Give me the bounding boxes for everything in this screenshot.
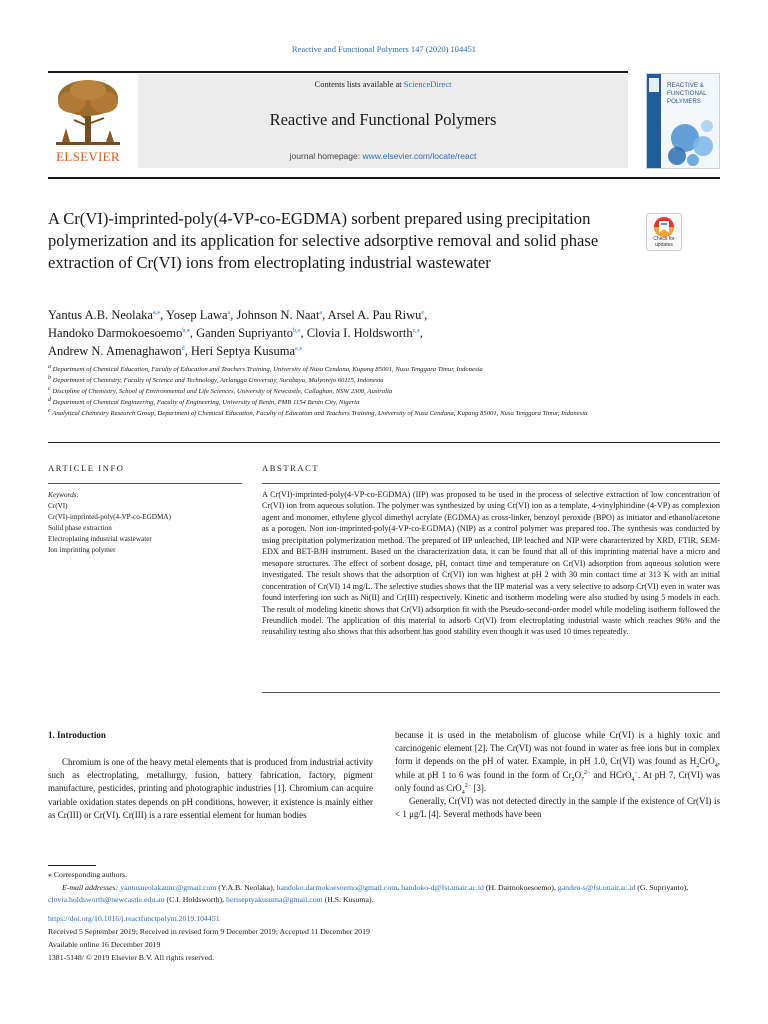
author-list <box>48 306 688 360</box>
received-dates: Received 5 September 2019; Received in revised form 9 December 2019; Accepted 11 December 2019 <box>48 927 370 936</box>
sciencedirect-link[interactable]: ScienceDirect <box>403 79 452 89</box>
email-owner: (H. Darmokoesoemo), <box>483 883 558 892</box>
journal-cover-thumbnail[interactable] <box>646 73 720 169</box>
email-owner: (Y.A.B. Neolaka), <box>216 883 277 892</box>
author-affiliation-mark[interactable]: a <box>227 309 231 316</box>
author-affiliation-mark[interactable]: a <box>319 309 323 316</box>
author-name[interactable]: Clovia I. Holdsworth <box>306 326 413 340</box>
keywords-block <box>48 490 248 556</box>
email-owner: (H.S. Kusuma). <box>322 895 374 904</box>
author-affiliation-mark[interactable]: e,⁎ <box>295 345 303 352</box>
homepage-link[interactable]: www.elsevier.com/locate/react <box>362 151 477 161</box>
email-owner: (G. Supriyanto), <box>635 883 689 892</box>
affiliation-item <box>48 386 688 397</box>
body-text: because it is used in the metabolism of glucose while Cr(VI) is a highly toxic and carcinogenic element [2]. The Cr(VI) was not found in water as free ions but in complex form it depends on the pH of water. Example, in pH 1.0, Cr(VI) was found as <box>395 730 720 767</box>
article-title: A Cr(VI)-imprinted-poly(4-VP-co-EGDMA) sorbent prepared using precipitation polymerization and its application for selective adsorptive removal and solid phase extraction of Cr(VI) ions from electroplating industrial wastewater <box>48 209 599 272</box>
available-online-date: Available online 16 December 2019 <box>48 940 161 949</box>
author-separator: , <box>160 308 166 322</box>
masthead-bottom-rule <box>48 177 720 179</box>
article-info-heading: ARTICLE INFO <box>48 463 125 473</box>
email-link[interactable]: ganden-s@fst.unair.ac.id <box>557 883 636 892</box>
email-link[interactable]: handoko.darmokoesoemo@gmail.com <box>276 883 398 892</box>
body-column-left <box>48 756 373 822</box>
author-name[interactable]: Arsel A. Pau Riwu <box>327 308 422 322</box>
author-name[interactable]: Yosep Lawa <box>165 308 228 322</box>
affiliation-text: Discipline of Chemistry, School of Environmental and Life Sciences, University of Newcastle, Callaghan, NSW 2308, Australia <box>52 388 393 396</box>
author-name[interactable]: Johnson N. Naat <box>236 308 320 322</box>
email-link[interactable]: handoko-d@fst.unair.ac.id <box>401 883 484 892</box>
journal-reference[interactable]: Reactive and Functional Polymers 147 (2020) 104451 <box>291 44 477 54</box>
email-link[interactable]: clovia.holdsworth@newcastle.edu.au <box>48 895 165 904</box>
author-affiliation-mark[interactable]: c,⁎ <box>412 327 420 334</box>
keyword-item: Ion imprinting polymer <box>48 546 116 554</box>
author-affiliation-mark[interactable]: a,⁎ <box>152 309 161 316</box>
homepage-prefix: journal homepage: <box>289 151 363 161</box>
footnote-rule <box>48 865 96 866</box>
body-paragraph: Chromium is one of the heavy metal elements that is produced from industrial activity such as electroplating, metallurgy, fusion, battery fabrication, factory, pigment manufacture, pesticides, printing and photographic industries [1]. Chromium can acquire variable oxidation states depends on pH conditions, however, it existence is mainly either as Cr(III) or Cr(VI). Cr(III) is a rare essential element for human bodies <box>48 757 373 820</box>
affiliation-key: a <box>48 363 51 370</box>
body-text: and <box>590 769 610 780</box>
cover-title-line: POLYMERS <box>667 98 701 105</box>
issn-copyright: 1381-5148/ © 2019 Elsevier B.V. All rights reserved. <box>48 953 215 962</box>
author-affiliation-mark[interactable]: e <box>421 309 425 316</box>
author-name[interactable]: Handoko Darmokoesoemo <box>48 326 183 340</box>
author-separator: , <box>424 308 428 322</box>
crossmark-label: Check for updates <box>653 236 675 248</box>
corresponding-author-note: ⁎ Corresponding authors. <box>48 870 128 879</box>
affiliation-text: Department of Chemical Education, Faculty of Education and Teachers Training, University of Nusa Cendana, Kupang 85001, Nusa Tenggara Timur, Indonesia <box>52 366 483 373</box>
homepage-line <box>138 151 628 161</box>
keyword-item: Electroplating industrial wastewater <box>48 535 152 543</box>
email-addresses <box>48 882 720 906</box>
body-paragraph: because it is used in the metabolism of glucose while Cr(VI) is a highly toxic and carcinogenic element [2]. The Cr(VI) was not found in water as free ions but in complex form it depends on the pH of water. Example, in pH 1.0, Cr(VI) was found as $H_2CrO_4$, while at pH 1 to 6 was found in the form of $Cr_2O_7^{2-}$ and HCrO$_4$−. At pH 7, Cr(VI) was only found as CrO$_4^{2-}$ [3]. <box>395 730 720 796</box>
affiliation-item <box>48 364 688 375</box>
emails-label: E-mail addresses: <box>62 883 119 892</box>
contents-line <box>138 79 628 89</box>
email-owner: , <box>397 883 402 892</box>
keyword-item: Cr(VI)-imprinted-poly(4-VP-co-EGDMA) <box>48 513 171 521</box>
author-affiliation-mark[interactable]: b,⁎ <box>182 327 190 334</box>
elsevier-tree-icon <box>48 76 128 148</box>
masthead-top-rule <box>48 71 628 73</box>
author-affiliation-mark[interactable]: d <box>181 345 185 352</box>
affiliation-item <box>48 397 688 408</box>
elsevier-logo <box>48 76 128 166</box>
check-for-updates-button[interactable] <box>646 213 682 251</box>
keyword-item: Solid phase extraction <box>48 524 112 532</box>
article-info-rule <box>48 483 242 484</box>
elsevier-wordmark: ELSEVIER <box>56 149 120 164</box>
email-link[interactable]: heriseptyakusuma@gmail.com <box>226 895 323 904</box>
email-link[interactable]: yantusneolakaunc@gmail.com <box>120 883 217 892</box>
author-separator: , <box>230 308 237 322</box>
abstract-heading: ABSTRACT <box>262 463 320 473</box>
author-affiliation-mark[interactable]: b,⁎ <box>292 327 301 334</box>
author-separator: , <box>189 326 197 340</box>
affiliation-text: Department of Chemical Engineering, Faculty of Engineering, University of Benin, PMB 1154 Benin City, Nigeria <box>52 399 360 407</box>
author-separator: , <box>419 326 423 340</box>
author-name[interactable]: Yantus A.B. Neolaka <box>48 308 153 322</box>
body-paragraph: Generally, Cr(VI) was not detected directly in the sample if the existence of Cr(VI) is < 1 μg/L [4]. Several methods have been <box>395 796 720 820</box>
keyword-item: Cr(VI) <box>48 502 68 510</box>
introduction-heading: 1. Introduction <box>48 730 106 740</box>
body-text: . At pH 7, Cr(VI) was only found as <box>395 769 720 793</box>
cover-title <box>667 82 719 106</box>
affiliation-list <box>48 364 688 419</box>
journal-name: Reactive and Functional Polymers <box>269 110 497 129</box>
abstract-text: A Cr(VI)-imprinted-poly(4-VP-co-EGDMA) (IIP) was proposed to be used in the process of selective extraction of low concentration of Cr(VI) ion from aqueous solution. The polymer was synthesized by using Cr(VI) ion as a template, 4-vinylphiridine (4-VP) as complexion agent and monomer, ethylene glycol dimethyl acrylate (EGDMA) as cross-linker, benzoyl peroxide (BPO) as initiator and ethanol/acetone as a porogen. Non ion-imprinted-poly(4-VP-co-EGDMA) (NIP) as a control polymer was prepared too. The synthesis was conducted by using precipitation polymerization method. The prepared of IIP unleached, IIP leached and NIP were characterized by XRD, FTIR, SEM-EDX and BET-BJH instrument. Based on the characterization data, it can be found that all of this imprinting material have a micro and mesopore structures. The effect of sorbent dosage, pH, contact time and temperature on Cr(VI) adsorption from aqueous solution were investigated. The result shows that the adsorption of Cr(VI) ion was highest at pH 2 with 30 min contact time at 313 K with an initial concentration of Cr(VI) 14 mg/L. The selective studies shows that the IIP material was a very selective to adsorp Cr(VI) even in water was found interfering ion such as Ni(II) and Cr(III) respectively. Kinetic and isotherm modeling were also studied by using 5 models in each. The result of modeling kinetic shows that Cr(VI) adsorption fit with the Pseudo-second-order model while modeling isotherm followed the Freundlich model. The application of this material to adsorb Cr(VI) from electroplating industrial waste which reaches 96% and the reusability testing also shows that this adsorbent has good stability even though it was used 10 times repeatedly. <box>262 490 720 637</box>
abstract-end-rule <box>262 692 720 693</box>
affiliation-key: d <box>48 397 51 404</box>
body-text: , while at pH 1 to 6 was found in the form of <box>395 756 720 780</box>
body-text: [3]. <box>471 782 487 793</box>
contents-prefix: Contents lists available at <box>314 79 404 89</box>
affiliation-item <box>48 375 688 386</box>
author-separator: , <box>300 326 307 340</box>
abstract-rule <box>262 483 720 484</box>
author-name[interactable]: Heri Septya Kusuma <box>190 344 296 358</box>
body-column-right <box>395 729 720 821</box>
affiliation-text: Department of Chemistry, Faculty of Science and Technology, Airlangga University, Surabaya, Mulyorejo 60115, Indonesia <box>52 377 384 385</box>
cover-title-line: REACTIVE & <box>667 82 704 89</box>
author-name[interactable]: Ganden Supriyanto <box>196 326 293 340</box>
author-separator: , <box>184 344 191 358</box>
doi-link[interactable]: https://doi.org/10.1016/j.reactfunctpolym.2019.104451 <box>48 914 220 923</box>
section-divider <box>48 442 720 443</box>
keywords-label: Keywords: <box>48 491 79 499</box>
affiliation-text: Analytical Chemistry Research Group, Department of Chemical Education, Faculty of Education and Teachers Training, University of Nusa Cendana, Kupang 85001, Nusa Tenggara Timur, Indonesia <box>52 410 588 418</box>
cover-title-line: FUNCTIONAL <box>667 90 707 97</box>
affiliation-key: c <box>48 385 51 392</box>
affiliation-key: e <box>48 408 51 415</box>
affiliation-item <box>48 408 688 419</box>
affiliation-key: b <box>48 374 51 381</box>
author-name[interactable]: Andrew N. Amenaghawon <box>48 344 182 358</box>
email-owner: (C.I. Holdsworth), <box>164 895 227 904</box>
author-separator: , <box>322 308 328 322</box>
